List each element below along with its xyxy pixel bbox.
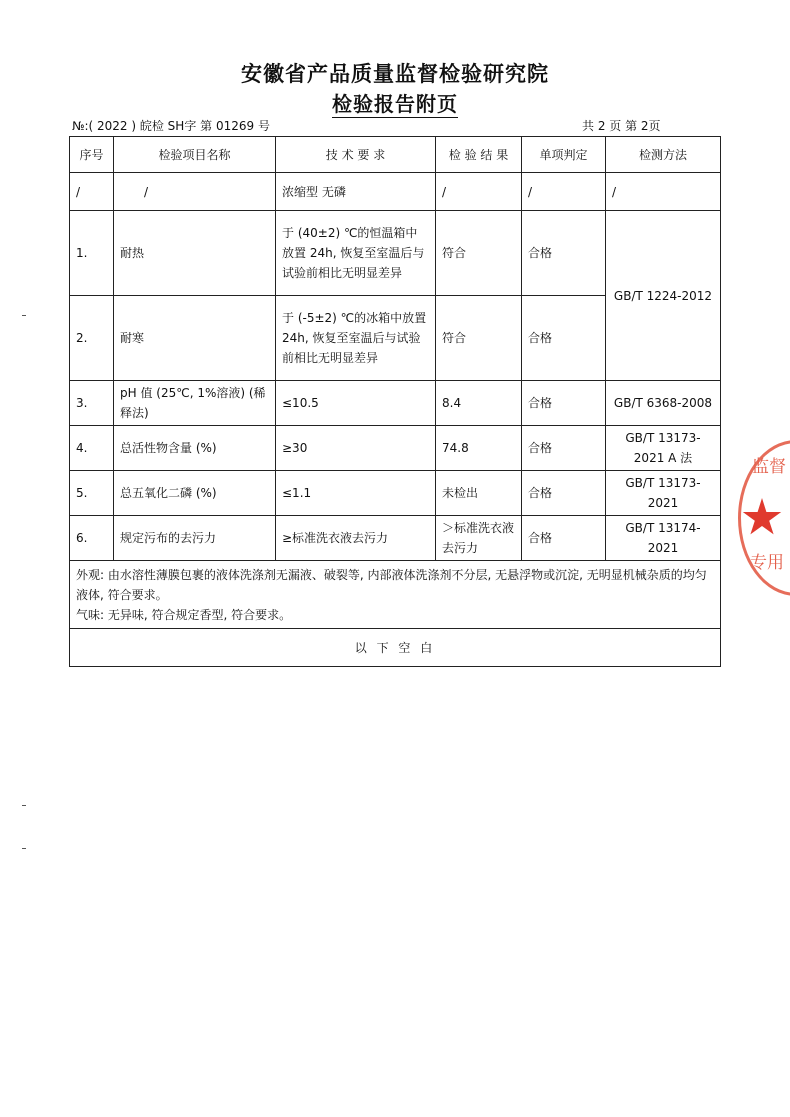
seal-text-bottom: 专用	[750, 553, 784, 573]
col-header-seq: 序号	[70, 137, 114, 173]
row-result: 8.4	[436, 381, 522, 426]
margin-mark	[22, 848, 26, 849]
product-method: /	[606, 173, 721, 211]
row-seq: 6.	[70, 516, 114, 561]
row-seq: 4.	[70, 426, 114, 471]
report-subtitle-text: 检验报告附页	[332, 92, 458, 116]
row-method: GB/T 13174-2021	[606, 516, 721, 561]
page-info: 共 2 页 第 2页	[582, 119, 661, 133]
table-row	[70, 471, 721, 516]
appearance-note: 外观: 由水溶性薄膜包裹的液体洗涤剂无漏液、破裂等, 内部液体洗涤剂不分层, 无悬浮物或沉淀, 无明显机械杂质的均匀液体, 符合要求。	[76, 567, 707, 602]
institute-title: 安徽省产品质量监督检验研究院	[241, 61, 549, 86]
row-requirement: ≤10.5	[276, 381, 436, 426]
row-judgement: 合格	[522, 471, 606, 516]
row-item: 总五氧化二磷 (%)	[114, 471, 276, 516]
row-seq: 1.	[70, 211, 114, 296]
product-result: /	[436, 173, 522, 211]
row-requirement: ≥标准洗衣液去污力	[276, 516, 436, 561]
row-result: 74.8	[436, 426, 522, 471]
row-judgement: 合格	[522, 296, 606, 381]
row-item: 规定污布的去污力	[114, 516, 276, 561]
product-row	[70, 173, 721, 211]
report-number: №:( 2022 ) 皖检 SH字 第 01269 号	[72, 119, 270, 133]
row-judgement: 合格	[522, 426, 606, 471]
row-result: 符合	[436, 211, 522, 296]
row-method: GB/T 13173-2021 A 法	[606, 426, 721, 471]
table-row	[70, 516, 721, 561]
product-seq: /	[70, 173, 114, 211]
col-header-requirement: 技 术 要 求	[276, 137, 436, 173]
margin-mark	[22, 805, 26, 806]
row-requirement: ≥30	[276, 426, 436, 471]
row-judgement: 合格	[522, 381, 606, 426]
margin-mark	[22, 315, 26, 316]
row-seq: 2.	[70, 296, 114, 381]
blank-row	[70, 629, 721, 667]
row-requirement: 于 (40±2) ℃的恒温箱中放置 24h, 恢复至室温后与试验前相比无明显差异	[276, 211, 436, 296]
row-method-shared: GB/T 1224-2012	[606, 211, 721, 381]
col-header-item: 检验项目名称	[114, 137, 276, 173]
row-requirement: ≤1.1	[276, 471, 436, 516]
row-judgement: 合格	[522, 516, 606, 561]
col-header-judgement: 单项判定	[522, 137, 606, 173]
notes-row	[70, 561, 721, 629]
row-item: 耐寒	[114, 296, 276, 381]
table-row	[70, 426, 721, 471]
table-row	[70, 381, 721, 426]
product-judgement: /	[522, 173, 606, 211]
blank-marker: 以 下 空 白	[70, 629, 721, 667]
row-seq: 5.	[70, 471, 114, 516]
col-header-method: 检测方法	[606, 137, 721, 173]
row-requirement: 于 (-5±2) ℃的冰箱中放置 24h, 恢复至室温后与试验前相比无明显差异	[276, 296, 436, 381]
row-item: pH 值 (25℃, 1%溶液) (稀释法)	[114, 381, 276, 426]
table-header-row	[70, 137, 721, 173]
notes-cell	[70, 561, 721, 629]
row-result: 未检出	[436, 471, 522, 516]
row-method: GB/T 6368-2008	[606, 381, 721, 426]
inspection-table	[69, 136, 721, 667]
seal-text-top: 监督	[752, 457, 786, 477]
row-seq: 3.	[70, 381, 114, 426]
row-item: 总活性物含量 (%)	[114, 426, 276, 471]
row-result: ＞标准洗衣液去污力	[436, 516, 522, 561]
col-header-result: 检 验 结 果	[436, 137, 522, 173]
product-requirement: 浓缩型 无磷	[276, 173, 436, 211]
odor-note: 气味: 无异味, 符合规定香型, 符合要求。	[76, 607, 292, 622]
row-item: 耐热	[114, 211, 276, 296]
row-judgement: 合格	[522, 211, 606, 296]
row-result: 符合	[436, 296, 522, 381]
report-subtitle	[0, 88, 790, 117]
row-method: GB/T 13173-2021	[606, 471, 721, 516]
table-row	[70, 211, 721, 296]
product-item: /	[114, 173, 276, 211]
